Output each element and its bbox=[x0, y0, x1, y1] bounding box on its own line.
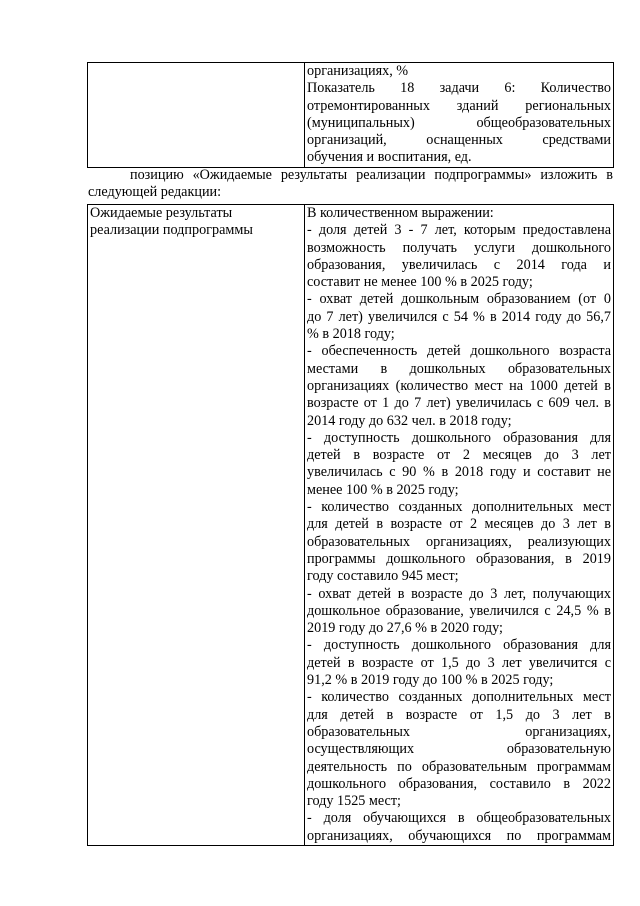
result-line: увеличилась с 90 % в 2018 году и составит не bbox=[307, 464, 611, 481]
result-line: дошкольное образование, увеличился с 24,5 % в bbox=[307, 602, 611, 619]
result-line: - обеспеченность детей дошкольного возраста bbox=[307, 343, 611, 360]
text-line: обучения и воспитания, ед. bbox=[307, 149, 472, 166]
indicator-cell bbox=[305, 63, 614, 168]
results-cell bbox=[305, 205, 614, 846]
result-line: возможность получать услуги дошкольного bbox=[307, 239, 611, 256]
left-cell-empty bbox=[88, 63, 305, 168]
result-line: 2014 году до 632 чел. в 2018 году; bbox=[307, 412, 512, 429]
result-line: для детей в возрасте от 1,5 до 3 лет в bbox=[307, 706, 611, 723]
table-row bbox=[88, 205, 614, 846]
text-line: организациях, % bbox=[307, 63, 409, 79]
result-line: до 7 лет) увеличился с 54 % в 2014 году до 56,7 bbox=[307, 308, 611, 325]
result-line: для детей в возрасте от 2 месяцев до 3 лет в bbox=[307, 516, 611, 533]
result-line: 2019 году до 27,6 % в 2020 году; bbox=[307, 620, 503, 637]
result-line: местами в дошкольных образовательных bbox=[307, 360, 611, 377]
table-row bbox=[88, 63, 614, 168]
result-line: - количество созданных дополнительных мест bbox=[307, 499, 611, 516]
result-line: % в 2018 году; bbox=[307, 326, 395, 343]
result-line: детей в возрасте от 2 месяцев до 3 лет bbox=[307, 447, 611, 464]
continuation-table bbox=[87, 62, 614, 168]
result-line: программы дошкольного образования, в 2019 bbox=[307, 550, 611, 567]
result-line: осуществляющих образовательную bbox=[307, 741, 611, 758]
result-line: - доступность дошкольного образования для bbox=[307, 637, 611, 654]
text-line: Показатель 18 задачи 6: Количество bbox=[307, 80, 611, 97]
result-line: образования, увеличилась с 2014 года и bbox=[307, 256, 611, 273]
result-line: организациях (количество мест на 1000 детей в bbox=[307, 377, 611, 394]
result-line: - доля обучающихся в общеобразовательных bbox=[307, 810, 611, 827]
result-line: - охват детей в возрасте до 3 лет, получающих bbox=[307, 585, 611, 602]
position-title-line: Ожидаемые результаты bbox=[90, 205, 233, 221]
result-line: - доступность дошкольного образования для bbox=[307, 429, 611, 446]
result-line: организациях, обучающихся по программам bbox=[307, 827, 611, 844]
paragraph-line: позицию «Ожидаемые результаты реализации подпрограммы» изложить в bbox=[130, 167, 613, 183]
result-line: - количество созданных дополнительных мест bbox=[307, 689, 611, 706]
result-line: детей в возрасте от 1,5 до 3 лет увеличится с bbox=[307, 654, 611, 671]
result-line: дошкольного образования, составило в 2022 bbox=[307, 775, 611, 792]
amendment-paragraph bbox=[88, 167, 613, 202]
position-title-line: реализации подпрограммы bbox=[90, 222, 253, 239]
position-title-cell bbox=[88, 205, 305, 846]
result-line: образовательных организациях, реализующих bbox=[307, 533, 611, 550]
text-line: отремонтированных зданий региональных bbox=[307, 97, 611, 114]
expected-results-table bbox=[87, 204, 614, 846]
result-line: году составило 945 мест; bbox=[307, 568, 459, 585]
result-line: составит не менее 100 % в 2025 году; bbox=[307, 274, 533, 291]
result-line: образовательных организациях, bbox=[307, 723, 611, 740]
text-line: организаций, оснащенных средствами bbox=[307, 132, 611, 149]
paragraph-line: следующей редакции: bbox=[88, 184, 222, 201]
result-line: 91,2 % в 2019 году до 100 % в 2025 году; bbox=[307, 672, 554, 689]
result-line: году 1525 мест; bbox=[307, 793, 401, 810]
text-line: (муниципальных) общеобразовательных bbox=[307, 114, 611, 131]
result-line: возрасте от 1 до 7 лет) увеличилась с 609 чел. в bbox=[307, 395, 611, 412]
result-line: менее 100 % в 2025 году; bbox=[307, 481, 459, 498]
result-line: В количественном выражении: bbox=[307, 205, 494, 221]
result-line: деятельность по образовательным программам bbox=[307, 758, 611, 775]
result-line: - охват детей дошкольным образованием (от 0 bbox=[307, 291, 611, 308]
result-line: - доля детей 3 - 7 лет, которым предоставлена bbox=[307, 222, 611, 239]
